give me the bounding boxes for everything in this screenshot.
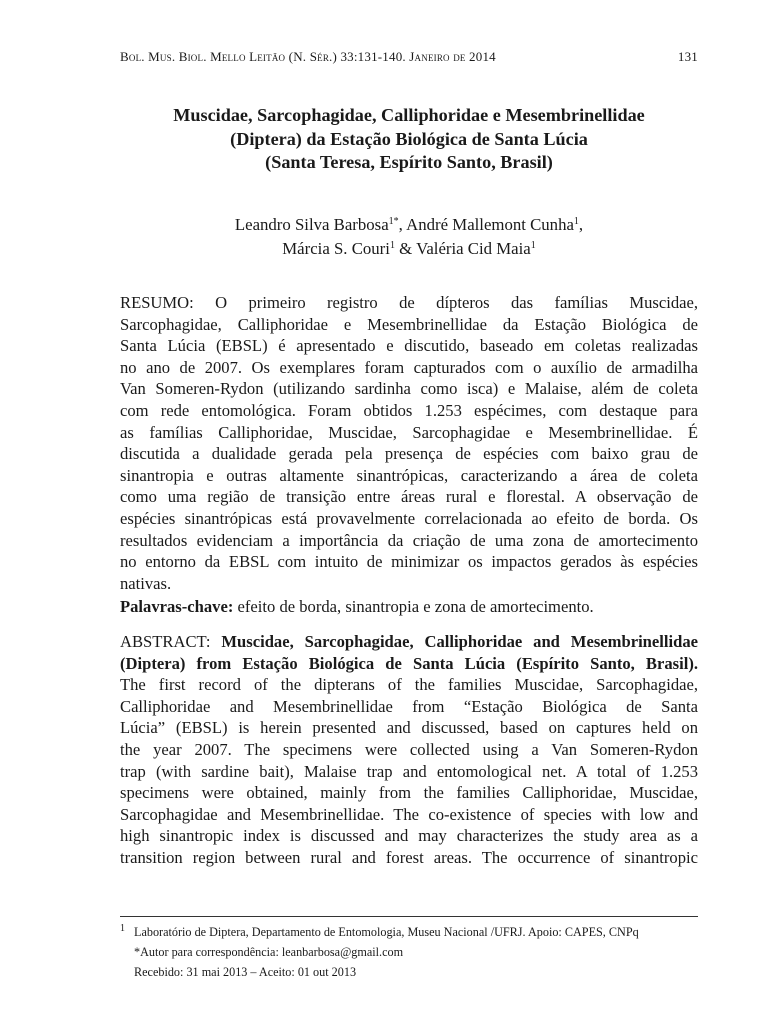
resumo-line: RESUMO: O primeiro registro de dípteros das famílias Muscidae, [120, 293, 698, 312]
resumo-line: nativas. [120, 573, 172, 593]
resumo-paragraph [120, 292, 698, 594]
resumo-line: Sarcophagidae, Calliphoridae e Mesembrinellidae da Estação Biológica de [120, 314, 698, 334]
abstract-line: Calliphoridae and Mesembrinellidae from “Estação Biológica de Santa [120, 696, 698, 716]
abstract-line: specimens were obtained, mainly from the families Calliphoridae, Muscidae, [120, 783, 698, 803]
resumo-line: Van Someren-Rydon (utilizando sardinha como isca) e Malaise, além de coleta [120, 379, 698, 399]
footnote-correspondence: *Autor para correspondência: leanbarbosa@gmail.com [134, 945, 404, 959]
abstract-title: (Diptera) from Estação Biológica de Santa Lúcia (Espírito Santo, Brasil). [120, 653, 698, 673]
footnote-affiliation [120, 922, 698, 942]
affiliation-mark: 1 [389, 239, 395, 251]
footnote-mark: 1 [120, 923, 125, 934]
article-title [120, 104, 698, 175]
title-line-2: (Diptera) da Estação Biológica de Santa Lúcia [230, 128, 588, 149]
resumo-line: como uma região de transição entre áreas rural e florestal. A observação de [120, 487, 698, 507]
footnote-dates: Recebido: 31 mai 2013 – Aceito: 01 out 2013 [134, 965, 357, 979]
abstract-line: high sinantropic index is discussed and may characterizes the study area as a [120, 826, 698, 846]
keywords-paragraph [120, 596, 698, 618]
abstract-label: ABSTRACT: [120, 632, 222, 651]
resumo-line: com rede entomológica. Foram obtidos 1.253 espécimes, com destaque para [120, 400, 698, 420]
abstract-line: Lúcia” (EBSL) is herein presented and discussed, based on captures held on [120, 718, 698, 738]
affiliation-mark: 1 [573, 216, 579, 227]
resumo-line: resultados evidenciam a importância da criação de uma zona de amortecimento [120, 530, 698, 550]
abstract-line: Sarcophagidae and Mesembrinellidae. The co-existence of species with low and [120, 804, 698, 824]
resumo-line: sinantropia e outras altamente sinantrópicas, caracterizando a área de coleta [120, 465, 698, 485]
affiliation-mark: 1 [530, 239, 536, 251]
author-name: Leandro Silva Barbosa [234, 215, 389, 234]
footnote-divider [120, 916, 698, 917]
author-separator: , [578, 215, 584, 234]
authors-line-1 [120, 213, 698, 237]
footnote-affiliation-text: Laboratório de Diptera, Departamento de Entomologia, Museu Nacional /UFRJ. Apoio: CAPES, CNPq [134, 925, 639, 939]
author-list [120, 213, 698, 260]
journal-citation: Bol. Mus. Biol. Mello Leitão (N. Sér.) 33:131-140. Janeiro de 2014 [120, 49, 496, 64]
title-line-3: (Santa Teresa, Espírito Santo, Brasil) [265, 152, 553, 172]
resumo-line: discutida a dualidade gerada pela presença de espécies com baixo grau de [120, 444, 698, 464]
resumo-line: as famílias Calliphoridae, Muscidae, Sarcophagidae e Mesembrinellidae. É [120, 422, 698, 442]
affiliation-mark: 1* [388, 216, 399, 227]
authors-line-2 [120, 237, 698, 261]
keywords-text: efeito de borda, sinantropia e zona de amortecimento. [233, 597, 594, 616]
footnotes [120, 922, 698, 982]
resumo-line: Santa Lúcia (EBSL) é apresentado e discutido, baseado em coletas realizadas [120, 336, 698, 356]
page-number: 131 [677, 49, 698, 64]
keywords-label: Palavras-chave: [120, 597, 234, 616]
running-header [120, 49, 698, 65]
abstract-line: The first record of the dipterans of the families Muscidae, Sarcophagidae, [120, 675, 698, 695]
author-name: , André Mallemont Cunha [398, 215, 574, 234]
abstract-line: transition region between rural and forest areas. The occurrence of sinantropic [120, 847, 698, 867]
resumo-line: no ano de 2007. Os exemplares foram capturados com o auxílio de armadilha [120, 357, 698, 377]
abstract-title: Muscidae, Sarcophagidae, Calliphoridae and Mesembrinellidae [221, 632, 698, 651]
resumo-line: no entorno da EBSL com intuito de minimizar os impactos gerados às espécies [120, 552, 698, 572]
resumo-line: espécies sinantrópicas está provavelmente correlacionada ao efeito de borda. Os [120, 508, 698, 528]
abstract-line: the year 2007. The specimens were collected using a Van Someren-Rydon [120, 739, 698, 759]
abstract-paragraph [120, 631, 698, 869]
abstract-line: trap (with sardine bait), Malaise trap and entomological net. A total of 1.253 [120, 761, 698, 781]
author-name: Márcia S. Couri [282, 238, 390, 258]
title-line-1: Muscidae, Sarcophagidae, Calliphoridae e Mesembrinellidae [173, 105, 645, 125]
author-name: & Valéria Cid Maia [394, 238, 531, 258]
